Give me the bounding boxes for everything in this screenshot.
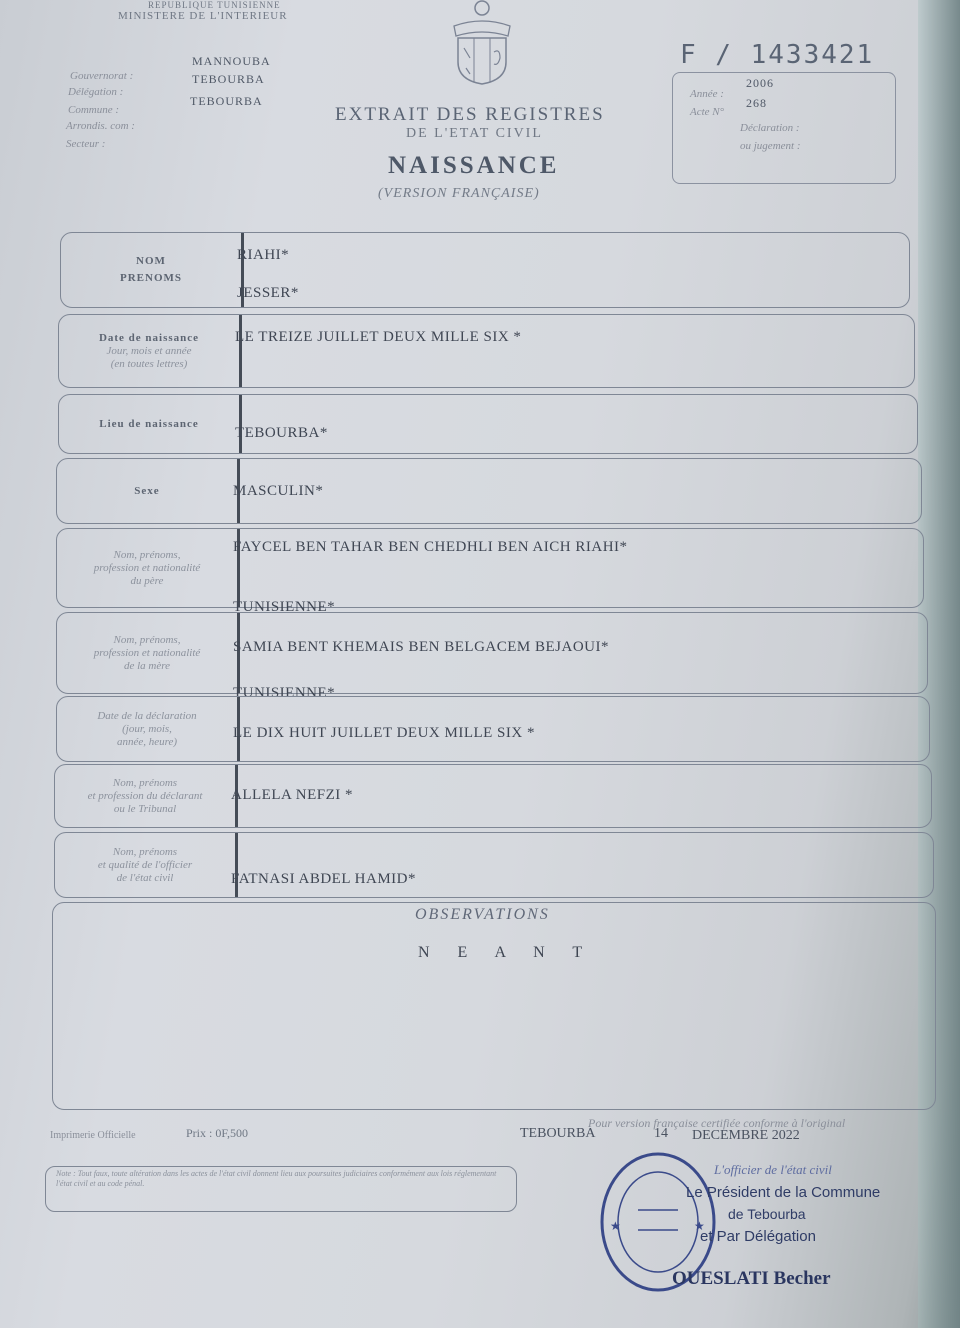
observations-box [52, 902, 936, 1110]
republic-text: REPUBLIQUE TUNISIENNE [148, 0, 281, 10]
value-nom: RIAHI* [237, 247, 290, 263]
label-commune: Commune : [68, 104, 120, 116]
row-label [55, 833, 238, 897]
price-text: Prix : 0F,500 [186, 1126, 249, 1140]
label-nom-prenoms: Nom, prénoms [112, 845, 178, 858]
officer-title-text: L'officier de l'état civil [714, 1162, 832, 1177]
document-title-line1: EXTRAIT DES REGISTRES [335, 104, 605, 125]
row-sexe [56, 458, 922, 524]
legal-note-box [45, 1166, 517, 1212]
label-toutes-lettres: (en toutes lettres) [110, 357, 188, 370]
annee-label: Année : [690, 88, 724, 100]
acte-label: Acte N° [690, 106, 725, 118]
label-etat-civil: de l'état civil [116, 871, 174, 884]
certified-conforme-text: Pour version française certifiée conforme à l'original [588, 1116, 846, 1130]
row-date-naissance [58, 314, 915, 388]
officer-signature-text: OUESLATI Becher [672, 1268, 831, 1289]
svg-text:★: ★ [610, 1219, 621, 1233]
label-delegation: Délégation : [68, 86, 124, 98]
value-officier: FATNASI ABDEL HAMID* [231, 871, 417, 887]
label-nom-prenoms: Nom, prénoms, [113, 548, 181, 561]
label-du-pere: du père [130, 574, 164, 587]
label-nom: NOM [136, 255, 166, 267]
label-nom-prenoms: Nom, prénoms, [113, 633, 181, 646]
label-secteur: Secteur : [66, 138, 106, 150]
label-de-la-mere: de la mère [123, 659, 171, 672]
place-text: TEBOURBA [520, 1126, 596, 1141]
document-reference-number: F / 1433421 [680, 40, 875, 70]
row-label [59, 395, 242, 453]
label-date-naissance: Date de naissance [98, 331, 200, 344]
label-jour-mois-annee: Jour, mois et année [106, 344, 192, 357]
stamp-line1-text: Le Président de la Commune [686, 1184, 881, 1201]
annee-value: 2006 [746, 76, 774, 90]
row-label [57, 697, 240, 761]
row-label [61, 233, 244, 307]
value-lieu-naissance: TEBOURBA* [235, 425, 328, 441]
value-declarant: ALLELA NEFZI * [231, 787, 353, 803]
row-label [57, 459, 240, 523]
date-month-year-text: DECEMBRE 2022 [692, 1128, 800, 1143]
label-profession-declarant: et profession du déclarant [87, 789, 203, 802]
ministry-text: MINISTERE DE L'INTERIEUR [118, 10, 288, 22]
value-date-declaration: LE DIX HUIT JUILLET DEUX MILLE SIX * [233, 725, 535, 741]
label-arrondissement: Arrondis. com : [66, 120, 135, 132]
row-label [59, 315, 242, 387]
declaration-label: Déclaration : [740, 122, 800, 134]
label-profession-nationalite: profession et nationalité [93, 646, 201, 659]
label-prenoms: PRENOMS [120, 272, 182, 284]
row-officier [54, 832, 934, 898]
document-title-line2: DE L'ETAT CIVIL [406, 126, 543, 141]
stamp-line3-text: et Par Délégation [700, 1228, 816, 1245]
date-day-text: 14 [654, 1126, 668, 1141]
row-label [57, 613, 240, 693]
row-mere [56, 612, 928, 701]
gouvernorat-value: MANNOUBA [192, 54, 271, 68]
value-pere: FAYCEL BEN TAHAR BEN CHEDHLI BEN AICH RIAHI* [233, 539, 628, 555]
row-label [57, 529, 240, 607]
svg-text:★: ★ [694, 1219, 705, 1233]
label-lieu-naissance: Lieu de naissance [99, 417, 199, 430]
row-pere [56, 528, 924, 615]
acte-value: 268 [746, 96, 767, 110]
jugement-label: ou jugement : [740, 140, 801, 152]
value-sexe: MASCULIN* [233, 483, 324, 499]
delegation-value: TEBOURBA [192, 72, 265, 86]
commune-value: TEBOURBA [190, 94, 263, 108]
observations-title: OBSERVATIONS [415, 906, 550, 923]
label-tribunal: ou le Tribunal [113, 802, 177, 815]
value-mere-nationalite: TUNISIENNE* [233, 685, 336, 701]
value-prenoms: JESSER* [237, 285, 299, 301]
label-jour-mois: (jour, mois, [122, 722, 172, 735]
document-title-naissance: NAISSANCE [388, 152, 560, 179]
legal-note-text: Note : Tout faux, toute altération dans les actes de l'état civil donnent lieu aux poursuites judiciaires conformément aux lois réglementant l'état civil et au code pénal. [56, 1169, 497, 1188]
label-profession-nationalite: profession et nationalité [93, 561, 201, 574]
value-pere-nationalite: TUNISIENNE* [233, 599, 336, 615]
row-lieu-naissance [58, 394, 918, 454]
row-label [55, 765, 238, 827]
value-date-naissance: LE TREIZE JUILLET DEUX MILLE SIX * [235, 329, 522, 345]
label-nom-prenoms: Nom, prénoms [112, 776, 178, 789]
label-qualite-officier: et qualité de l'officier [97, 858, 193, 871]
printer-text: Imprimerie Officielle [50, 1130, 136, 1141]
row-declarant [54, 764, 932, 828]
row-nom-prenoms [60, 232, 910, 308]
observations-value: N E A N T [418, 944, 595, 961]
value-mere: SAMIA BENT KHEMAIS BEN BELGACEM BEJAOUI* [233, 639, 609, 655]
row-date-declaration [56, 696, 930, 762]
label-sexe: Sexe [134, 484, 160, 497]
label-gouvernorat: Gouvernorat : [70, 70, 134, 82]
document-title-version: (VERSION FRANÇAISE) [378, 186, 540, 201]
stamp-line2-text: de Tebourba [728, 1206, 806, 1222]
tunisian-coat-of-arms-icon [440, 0, 524, 86]
label-date-declaration: Date de la déclaration [97, 709, 197, 722]
label-annee-heure: année, heure) [116, 735, 178, 748]
